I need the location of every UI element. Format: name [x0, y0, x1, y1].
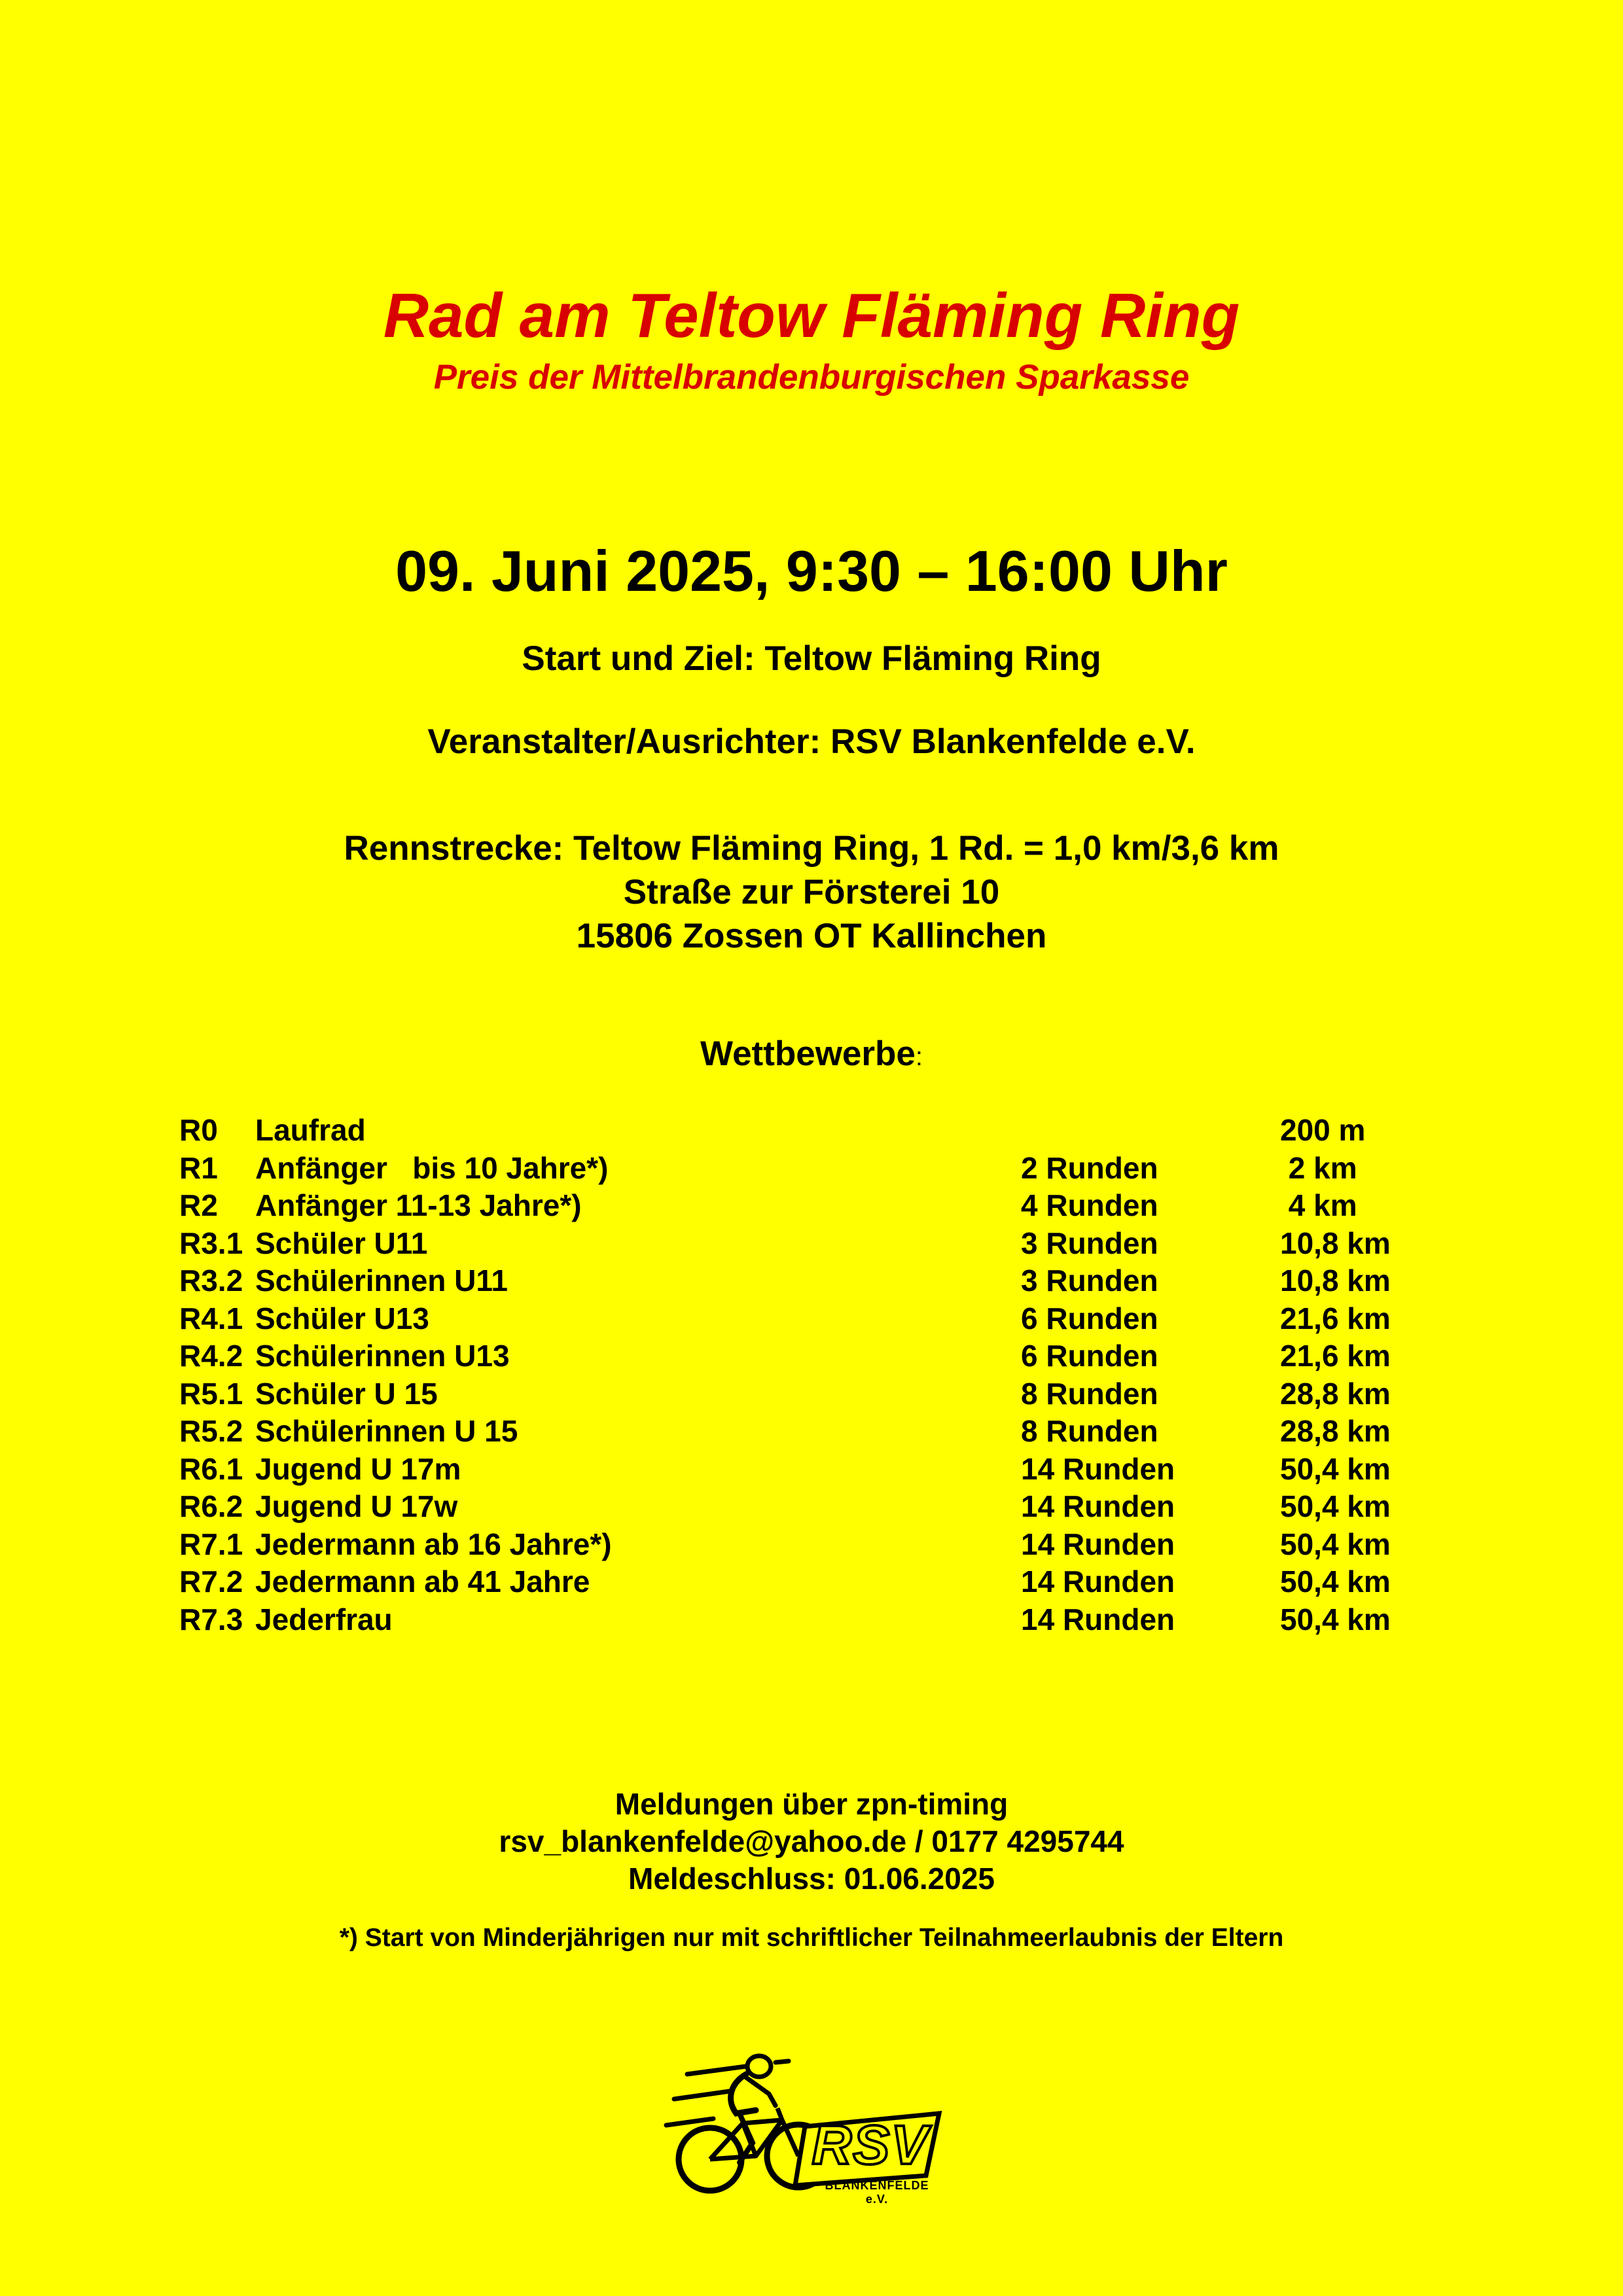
competition-distance: 50,4 km	[1280, 1527, 1391, 1561]
table-row	[179, 1527, 1423, 1564]
competition-distance: 2 km	[1280, 1150, 1357, 1185]
table-row	[179, 1226, 1423, 1263]
competition-code: R7.3	[179, 1602, 243, 1636]
competition-laps: 4 Runden	[1021, 1188, 1158, 1222]
competition-laps: 14 Runden	[1021, 1451, 1175, 1486]
registration-line-1: Meldungen über zpn-timing	[615, 1787, 1008, 1821]
competition-distance: 21,6 km	[1280, 1301, 1391, 1335]
competition-distance: 28,8 km	[1280, 1376, 1391, 1411]
competition-code: R6.1	[179, 1451, 243, 1486]
competition-code: R4.2	[179, 1339, 243, 1373]
competition-name: Schüler U13	[255, 1301, 429, 1335]
competition-name: Anfänger 11-13 Jahre*)	[255, 1188, 582, 1222]
competition-name: Schüler U 15	[255, 1376, 438, 1411]
table-row	[179, 1150, 1423, 1188]
competition-name: Schülerinnen U11	[255, 1263, 508, 1298]
competition-laps: 14 Runden	[1021, 1564, 1175, 1598]
table-row	[179, 1263, 1423, 1301]
competition-laps: 14 Runden	[1021, 1602, 1175, 1636]
competitions-heading-colon: :	[915, 1042, 923, 1071]
competition-name: Jederfrau	[255, 1602, 393, 1636]
competition-distance: 50,4 km	[1280, 1489, 1391, 1523]
competitions-table	[179, 1112, 1423, 1639]
competition-distance: 10,8 km	[1280, 1226, 1391, 1260]
registration-deadline-line: Meldeschluss: 01.06.2025	[628, 1862, 995, 1896]
competition-laps: 3 Runden	[1021, 1226, 1158, 1260]
competition-laps: 8 Runden	[1021, 1414, 1158, 1448]
competition-name: Jedermann ab 41 Jahre	[255, 1564, 590, 1598]
table-row	[179, 1301, 1423, 1339]
start-finish-line: Start und Ziel: Teltow Fläming Ring	[522, 639, 1101, 678]
route-line-2: Straße zur Försterei 10	[623, 873, 1000, 911]
competition-distance: 50,4 km	[1280, 1564, 1391, 1598]
competition-laps: 14 Runden	[1021, 1489, 1175, 1523]
table-row	[179, 1376, 1423, 1414]
competition-code: R3.2	[179, 1263, 243, 1298]
competition-name: Jugend U 17w	[255, 1489, 458, 1523]
competition-distance: 50,4 km	[1280, 1602, 1391, 1636]
competition-code: R5.2	[179, 1414, 243, 1448]
competition-laps: 6 Runden	[1021, 1339, 1158, 1373]
route-line-1: Rennstrecke: Teltow Fläming Ring, 1 Rd. = 1,0 km/3,6 km	[344, 829, 1279, 868]
competition-code: R0	[179, 1113, 218, 1147]
table-row	[179, 1451, 1423, 1489]
competition-code: R2	[179, 1188, 218, 1222]
competition-distance: 200 m	[1280, 1113, 1366, 1147]
registration-contact-line: rsv_blankenfelde@yahoo.de / 0177 4295744	[499, 1824, 1124, 1858]
table-row	[179, 1188, 1423, 1226]
table-row	[179, 1564, 1423, 1602]
competitions-heading-label: Wettbewerbe	[700, 1034, 916, 1073]
logo-subtext: BLANKENFELDE e.V.	[825, 2179, 929, 2206]
rsv-logo	[648, 2048, 949, 2205]
competition-distance: 21,6 km	[1280, 1339, 1391, 1373]
competition-name: Schüler U11	[255, 1226, 428, 1260]
competitions-heading	[0, 1034, 1623, 1074]
competition-code: R6.2	[179, 1489, 243, 1523]
table-row	[179, 1602, 1423, 1640]
competition-distance: 4 km	[1280, 1188, 1357, 1222]
competition-code: R5.1	[179, 1376, 243, 1411]
competition-code: R1	[179, 1150, 218, 1185]
competition-code: R7.1	[179, 1527, 243, 1561]
event-date-time: 09. Juni 2025, 9:30 – 16:00 Uhr	[395, 539, 1228, 603]
competition-name: Anfänger bis 10 Jahre*)	[255, 1150, 609, 1185]
footnote: *) Start von Minderjährigen nur mit schriftlicher Teilnahmeerlaubnis der Eltern	[339, 1924, 1284, 1952]
competition-distance: 28,8 km	[1280, 1414, 1391, 1448]
competition-distance: 50,4 km	[1280, 1451, 1391, 1486]
competition-name: Schülerinnen U 15	[255, 1414, 518, 1448]
route-line-3: 15806 Zossen OT Kallinchen	[576, 917, 1047, 955]
competition-laps: 14 Runden	[1021, 1527, 1175, 1561]
competition-laps: 3 Runden	[1021, 1263, 1158, 1298]
event-title: Rad am Teltow Fläming Ring	[383, 281, 1240, 351]
competition-name: Jugend U 17m	[255, 1451, 461, 1486]
competition-name: Schülerinnen U13	[255, 1339, 510, 1373]
event-subtitle: Preis der Mittelbrandenburgischen Sparkasse	[433, 358, 1190, 397]
competition-laps: 2 Runden	[1021, 1150, 1158, 1185]
competition-code: R7.2	[179, 1564, 243, 1598]
competition-distance: 10,8 km	[1280, 1263, 1391, 1298]
table-row	[179, 1112, 1423, 1150]
organizer-line: Veranstalter/Ausrichter: RSV Blankenfelde e.V.	[427, 722, 1196, 761]
logo-text: RSV	[812, 2114, 929, 2176]
competition-laps: 6 Runden	[1021, 1301, 1158, 1335]
competition-code: R3.1	[179, 1226, 243, 1260]
competition-laps: 8 Runden	[1021, 1376, 1158, 1411]
competition-name: Jedermann ab 16 Jahre*)	[255, 1527, 612, 1561]
table-row	[179, 1338, 1423, 1376]
table-row	[179, 1489, 1423, 1527]
competition-name: Laufrad	[255, 1113, 366, 1147]
table-row	[179, 1413, 1423, 1451]
competition-code: R4.1	[179, 1301, 243, 1335]
